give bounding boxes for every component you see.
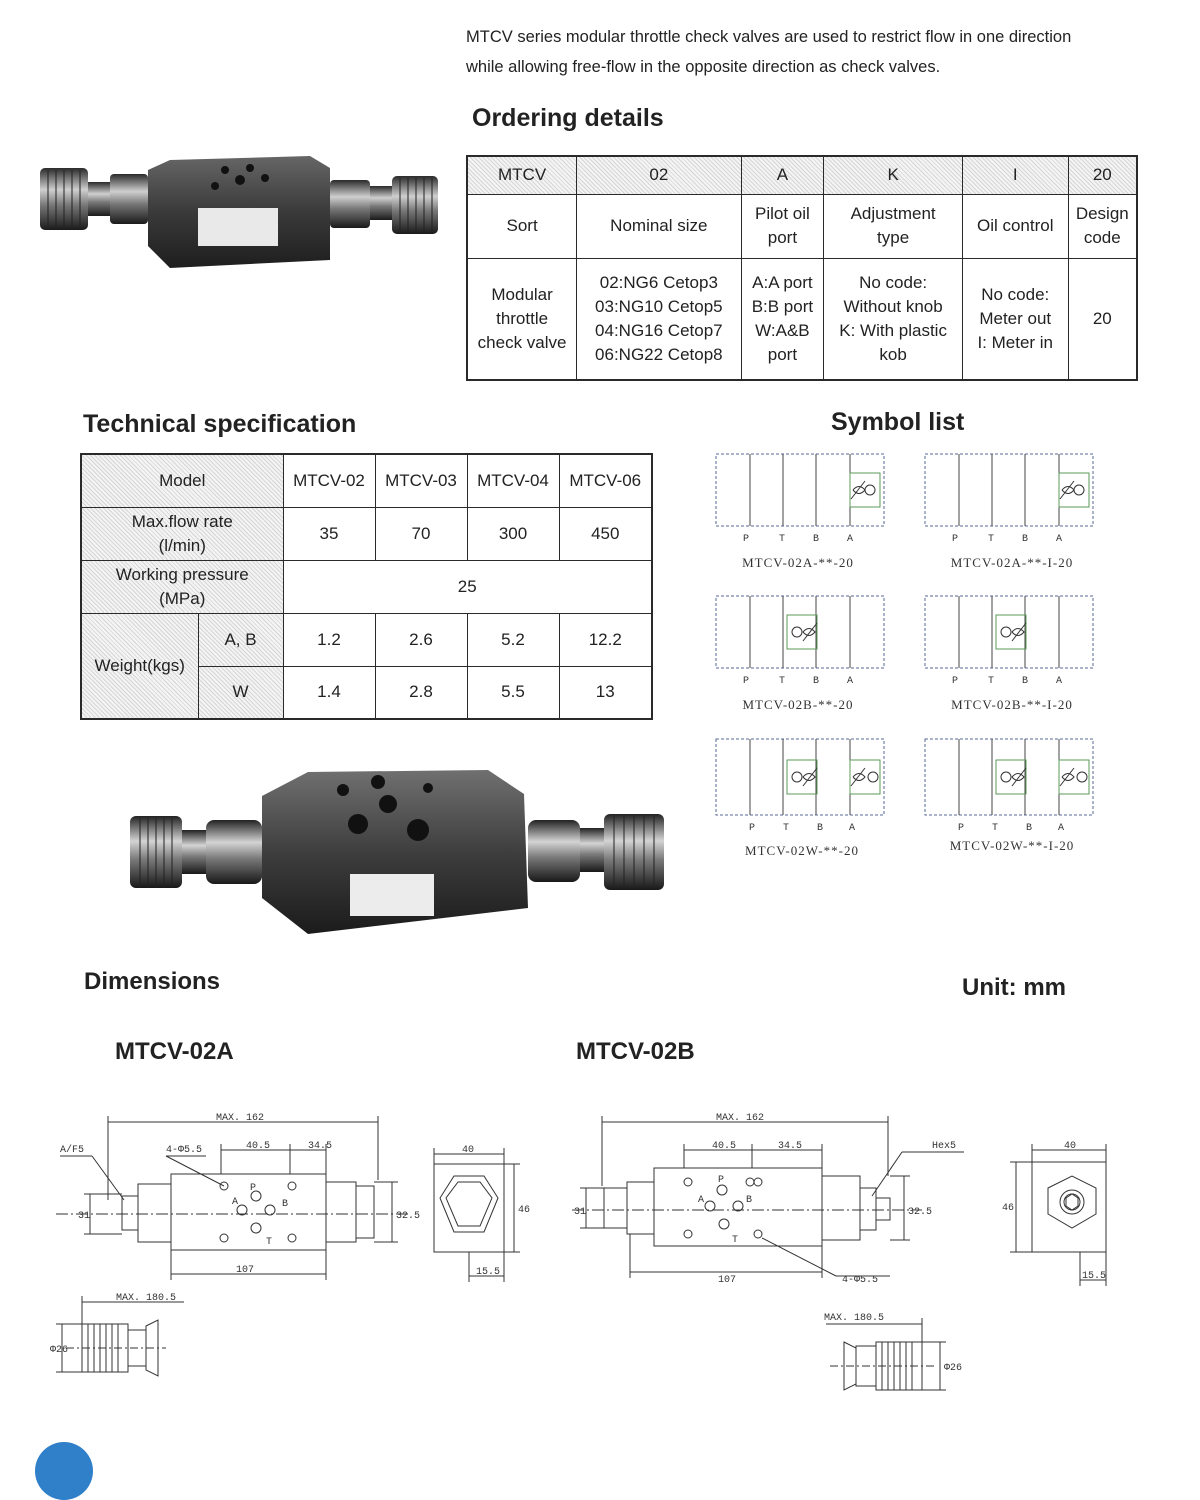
header-line: port bbox=[767, 228, 798, 247]
port-label: A bbox=[232, 1197, 239, 1208]
symbol-caption: MTCV-02B-**-20 bbox=[742, 697, 854, 712]
port-label: T bbox=[266, 1237, 273, 1248]
intro-line-2: while allowing free-flow in the opposite direction as check valves. bbox=[466, 58, 941, 76]
port-p: P bbox=[749, 823, 756, 834]
dim-text: MAX. 162 bbox=[716, 1113, 765, 1124]
dim-b-title: MTCV-02B bbox=[576, 1038, 695, 1065]
code-cell: 20 bbox=[1068, 156, 1137, 194]
dim-text: 40 bbox=[462, 1145, 475, 1156]
dim-text: 4-Φ5.5 bbox=[166, 1145, 203, 1156]
port-a: A bbox=[849, 823, 856, 834]
port-b: B bbox=[817, 823, 824, 834]
ordering-table bbox=[466, 155, 1138, 381]
symbol-02w bbox=[715, 738, 887, 834]
options-cell bbox=[577, 258, 741, 380]
dim-text: 32.5 bbox=[396, 1211, 421, 1222]
model-cell: MTCV-02 bbox=[283, 454, 375, 507]
port-t: T bbox=[779, 676, 786, 687]
option-line: 06:NG22 Cetop8 bbox=[595, 344, 723, 364]
symbol-title: Symbol list bbox=[831, 408, 965, 436]
flow-label bbox=[81, 507, 283, 560]
code-cell: I bbox=[962, 156, 1068, 194]
options-cell bbox=[824, 258, 963, 380]
options-cell bbox=[1068, 258, 1137, 380]
spec-table bbox=[80, 453, 653, 720]
header-line: Nominal size bbox=[610, 216, 708, 235]
option-line: W:A&B bbox=[755, 320, 810, 340]
port-b: B bbox=[813, 534, 820, 545]
options-cell bbox=[467, 258, 577, 380]
flow-cell: 70 bbox=[375, 507, 467, 560]
option-line: port bbox=[767, 344, 798, 364]
dim-text: 46 bbox=[518, 1205, 531, 1216]
weight-ab-label: A, B bbox=[198, 613, 283, 666]
option-line: kob bbox=[879, 344, 907, 364]
port-label: B bbox=[746, 1195, 753, 1206]
spec-pressure-row bbox=[81, 560, 652, 613]
dim-text: Φ26 bbox=[944, 1363, 963, 1374]
symbol-02b bbox=[715, 595, 887, 687]
header-line: code bbox=[1083, 228, 1121, 247]
port-b: B bbox=[1026, 823, 1033, 834]
port-a: A bbox=[1058, 823, 1065, 834]
port-b: B bbox=[1022, 676, 1029, 687]
weight-label: Weight(kgs) bbox=[81, 613, 198, 719]
symbol-caption: MTCV-02W-**-I-20 bbox=[949, 838, 1075, 853]
dim-text: Φ26 bbox=[50, 1345, 69, 1356]
port-a: A bbox=[1056, 534, 1063, 545]
port-a: A bbox=[847, 534, 854, 545]
drawing-02a-front bbox=[56, 1110, 421, 1290]
dim-text: 40.5 bbox=[246, 1141, 271, 1152]
option-line: B:B port bbox=[751, 296, 814, 316]
weight-cell: 13 bbox=[559, 666, 652, 719]
intro-text bbox=[466, 22, 1166, 82]
code-cell: MTCV bbox=[467, 156, 577, 194]
weight-cell: 5.2 bbox=[467, 613, 559, 666]
header-cell bbox=[1068, 194, 1137, 258]
symbol-caption: MTCV-02B-**-I-20 bbox=[951, 697, 1073, 712]
option-line: No code: bbox=[859, 272, 928, 292]
port-t: T bbox=[988, 676, 995, 687]
port-p: P bbox=[952, 534, 959, 545]
symbol-02a-i bbox=[924, 453, 1096, 545]
dim-a-title: MTCV-02A bbox=[115, 1038, 234, 1065]
flow-cell: 450 bbox=[559, 507, 652, 560]
ordering-title: Ordering details bbox=[472, 104, 664, 132]
model-cell: MTCV-03 bbox=[375, 454, 467, 507]
weight-cell: 5.5 bbox=[467, 666, 559, 719]
dimensions-title: Dimensions bbox=[84, 968, 221, 995]
port-p: P bbox=[958, 823, 965, 834]
weight-cell: 2.6 bbox=[375, 613, 467, 666]
symbol-caption: MTCV-02A-**-20 bbox=[742, 555, 854, 570]
port-p: P bbox=[743, 534, 750, 545]
symbol-caption: MTCV-02W-**-20 bbox=[745, 843, 859, 858]
pressure-label bbox=[81, 560, 283, 613]
port-t: T bbox=[779, 534, 786, 545]
port-p: P bbox=[743, 676, 750, 687]
drawing-02a-side bbox=[424, 1140, 554, 1290]
pressure-label-line: (MPa) bbox=[159, 588, 206, 608]
symbol-02w-i bbox=[924, 738, 1096, 834]
dim-text: 107 bbox=[236, 1265, 255, 1276]
port-a: A bbox=[847, 676, 854, 687]
model-cell: MTCV-06 bbox=[559, 454, 652, 507]
header-cell bbox=[467, 194, 577, 258]
dim-text: 32.5 bbox=[908, 1207, 933, 1218]
symbol-caption: MTCV-02A-**-I-20 bbox=[950, 555, 1074, 570]
drawing-02b-side bbox=[996, 1136, 1136, 1296]
weight-cell: 1.4 bbox=[283, 666, 375, 719]
option-line: 20 bbox=[1092, 308, 1112, 328]
intro-line-1: MTCV series modular throttle check valves are used to restrict flow in one direction bbox=[466, 28, 1072, 46]
code-cell: 02 bbox=[577, 156, 741, 194]
option-line: A:A port bbox=[752, 272, 813, 292]
model-label: Model bbox=[81, 454, 283, 507]
header-cell bbox=[577, 194, 741, 258]
header-line: Oil control bbox=[976, 216, 1054, 235]
drawing-02b-knob bbox=[816, 1308, 976, 1404]
header-line: Pilot oil bbox=[754, 204, 810, 223]
ordering-options-row bbox=[467, 258, 1137, 380]
dim-text: MAX. 180.5 bbox=[116, 1293, 177, 1304]
flow-cell: 35 bbox=[283, 507, 375, 560]
spec-title: Technical specification bbox=[83, 410, 357, 438]
drawing-02a-knob bbox=[46, 1290, 206, 1380]
flow-label-line: (l/min) bbox=[158, 535, 206, 555]
dim-text: 15.5 bbox=[476, 1267, 501, 1278]
port-t: T bbox=[992, 823, 999, 834]
pressure-cell: 25 bbox=[283, 560, 652, 613]
port-label: T bbox=[732, 1235, 739, 1246]
weight-cell: 12.2 bbox=[559, 613, 652, 666]
dim-text: 40.5 bbox=[712, 1141, 737, 1152]
port-label: A bbox=[698, 1195, 705, 1206]
dim-text: 107 bbox=[718, 1275, 737, 1286]
port-t: T bbox=[988, 534, 995, 545]
option-line: Meter out bbox=[979, 308, 1052, 328]
weight-cell: 1.2 bbox=[283, 613, 375, 666]
symbol-02b-i bbox=[924, 595, 1096, 687]
weight-w-label: W bbox=[198, 666, 283, 719]
pressure-label-line: Working pressure bbox=[115, 564, 249, 584]
unit-label: Unit: mm bbox=[962, 974, 1066, 1001]
spec-weight-ab-row bbox=[81, 613, 652, 666]
option-line: 03:NG10 Cetop5 bbox=[595, 296, 723, 316]
dim-text: 4-Φ5.5 bbox=[842, 1275, 879, 1286]
spec-flow-row bbox=[81, 507, 652, 560]
ordering-code-row bbox=[467, 156, 1137, 194]
dim-text: 46 bbox=[1002, 1203, 1015, 1214]
dim-text: 34.5 bbox=[308, 1141, 333, 1152]
header-cell bbox=[741, 194, 824, 258]
dim-text: 31 bbox=[574, 1207, 587, 1218]
dim-text: A/F5 bbox=[60, 1145, 85, 1156]
dim-text: MAX. 180.5 bbox=[824, 1313, 885, 1324]
spec-model-row bbox=[81, 454, 652, 507]
dim-text: 34.5 bbox=[778, 1141, 803, 1152]
port-b: B bbox=[813, 676, 820, 687]
port-b: B bbox=[1022, 534, 1029, 545]
dim-text: MAX. 162 bbox=[216, 1113, 265, 1124]
options-cell bbox=[741, 258, 824, 380]
port-t: T bbox=[783, 823, 790, 834]
header-line: Adjustment bbox=[850, 204, 936, 223]
port-label: P bbox=[718, 1175, 725, 1186]
dim-text: 15.5 bbox=[1082, 1271, 1107, 1282]
symbol-02a bbox=[715, 453, 887, 545]
flow-label-line: Max.flow rate bbox=[131, 511, 233, 531]
code-cell: K bbox=[824, 156, 963, 194]
option-line: Modular bbox=[491, 284, 553, 304]
option-line: check valve bbox=[477, 332, 567, 352]
ordering-header-row bbox=[467, 194, 1137, 258]
port-a: A bbox=[1056, 676, 1063, 687]
header-cell bbox=[824, 194, 963, 258]
page-badge bbox=[35, 1442, 93, 1500]
model-cell: MTCV-04 bbox=[467, 454, 559, 507]
option-line: K: With plastic bbox=[839, 320, 947, 340]
dim-text: 31 bbox=[78, 1211, 91, 1222]
port-p: P bbox=[952, 676, 959, 687]
option-line: throttle bbox=[496, 308, 549, 328]
valve-photo-top bbox=[40, 150, 440, 270]
option-line: 02:NG6 Cetop3 bbox=[599, 272, 718, 292]
flow-cell: 300 bbox=[467, 507, 559, 560]
dim-text: 40 bbox=[1064, 1141, 1077, 1152]
code-cell: A bbox=[741, 156, 824, 194]
header-line: Sort bbox=[506, 216, 538, 235]
option-line: I: Meter in bbox=[977, 332, 1054, 352]
dim-text: Hex5 bbox=[932, 1141, 957, 1152]
port-label: P bbox=[250, 1183, 257, 1194]
option-line: Without knob bbox=[843, 296, 943, 316]
header-line: Design bbox=[1075, 204, 1129, 223]
valve-photo-bottom bbox=[128, 768, 668, 938]
header-cell bbox=[962, 194, 1068, 258]
drawing-02b-front bbox=[572, 1106, 972, 1292]
option-line: No code: bbox=[981, 284, 1050, 304]
header-line: type bbox=[877, 228, 910, 247]
port-label: B bbox=[282, 1199, 289, 1210]
options-cell bbox=[962, 258, 1068, 380]
option-line: 04:NG16 Cetop7 bbox=[595, 320, 723, 340]
weight-cell: 2.8 bbox=[375, 666, 467, 719]
